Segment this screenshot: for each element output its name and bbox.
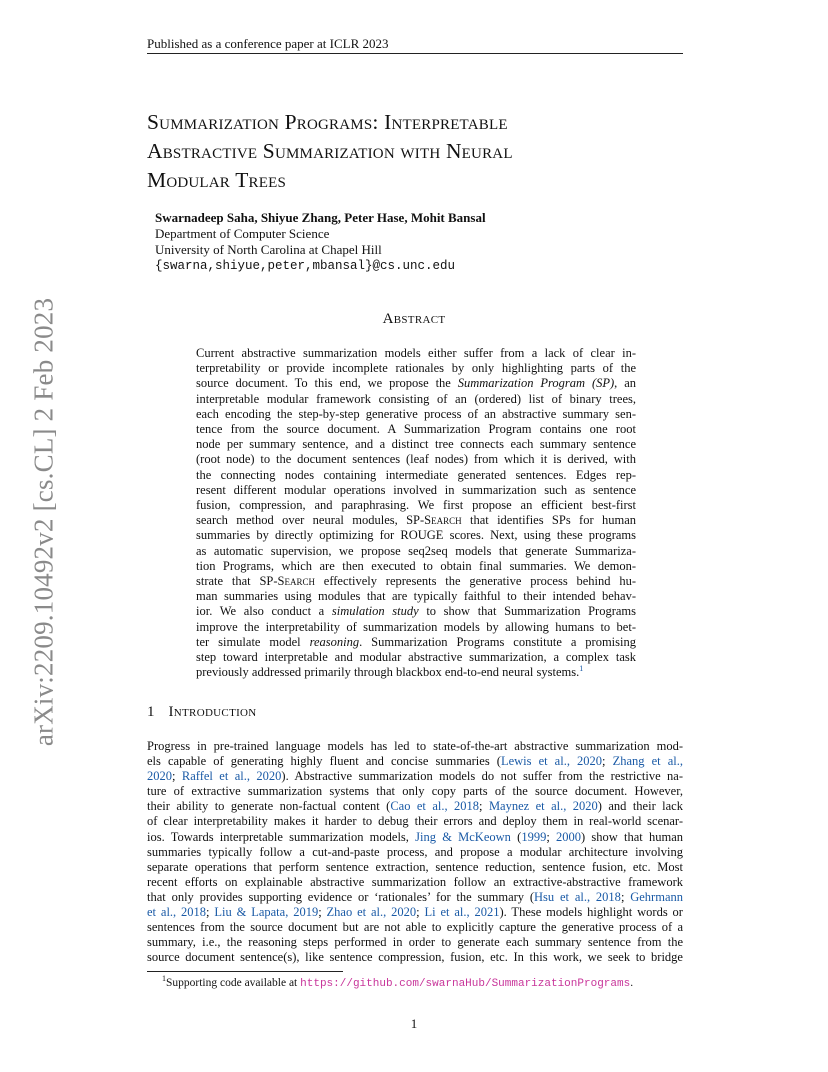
abstract-line: ior. We also conduct a simulation study to show that Summarization Programs (196, 604, 636, 619)
abstract-line: man summaries using modules that are typically faithful to their intended behav- (196, 589, 636, 604)
abstract-line: each encoding the step-by-step generative process of an abstractive summary sen- (196, 406, 636, 421)
introduction-body (147, 739, 683, 965)
abstract-heading: Abstract (382, 311, 446, 327)
author-emails: {swarna,shiyue,peter,mbansal}@cs.unc.edu (155, 259, 456, 273)
abstract-line: step toward interpretable and modular abstractive summarization, a complex task (196, 650, 636, 665)
method-name: SP-Search (406, 513, 462, 528)
author-names: Swarnadeep Saha, Shiyue Zhang, Peter Hase, Mohit Bansal (155, 210, 486, 225)
abstract-line: Current abstractive summarization models either suffer from a lack of clear in- (196, 346, 636, 360)
abstract-line: node per summary sentence, and a distinct tree connects each summary sentence (196, 437, 636, 452)
intro-line: source document sentence(s), like sentence compression, fusion, etc. In this work, we seek to bridge (147, 950, 683, 965)
emphasis-text: Summarization Program (SP) (457, 376, 615, 391)
author-block (155, 210, 486, 274)
conference-header: Published as a conference paper at ICLR 2023 (147, 36, 389, 51)
citation-link[interactable]: Raffel et al., 2020 (181, 769, 282, 784)
title-line: Abstractive Summarization with Neural (147, 139, 513, 163)
abstract-line: the connecting nodes containing intermediate generated sentences. Edges rep- (196, 467, 636, 482)
intro-line: els capable of generating highly fluent and concise summaries (Lewis et al., 2020; Zhang et al., (147, 754, 683, 769)
footnote-rule (147, 971, 343, 972)
citation-link[interactable]: 1999 (521, 829, 547, 844)
abstract-line: improve the interpretability of summarization models by allowing humans to bet- (196, 619, 636, 634)
abstract-line: summaries by directly optimizing for ROUGE scores. Next, using these programs (196, 528, 636, 543)
intro-line: their ability to generate non-factual content (Cao et al., 2018; Maynez et al., 2020) and their lack (147, 799, 683, 814)
citation-link[interactable]: et al., 2018 (147, 905, 207, 920)
citation-link[interactable]: Maynez et al., 2020 (488, 799, 598, 814)
citation-link[interactable]: Jing & McKeown (415, 829, 511, 844)
footnote-link[interactable]: 1 (579, 664, 584, 674)
section-heading (147, 704, 257, 721)
intro-line: separate operations that perform sentence extraction, sentence reduction, sentence fusion, etc. Most (147, 859, 683, 874)
footnote-text: Supporting code available at (166, 977, 301, 989)
abstract-line: source document. To this end, we propose the Summarization Program (SP), an (196, 376, 636, 391)
intro-line: et al., 2018; Liu & Lapata, 2019; Zhao et al., 2020; Li et al., 2021). These models highlight words or (147, 905, 683, 920)
intro-line: ture of extractive summarization systems that only copy parts of the source document. However, (147, 784, 683, 799)
citation-link[interactable]: Hsu et al., 2018 (534, 889, 621, 904)
abstract-line: (root node) to the document sentences (leaf nodes) from which it is derived, with (196, 452, 636, 467)
title-line: Summarization Programs: Interpretable (147, 110, 508, 134)
paper-title (147, 108, 687, 195)
abstract-line: tion Programs, which are then executed to obtain final summaries. We demon- (196, 558, 636, 573)
section-title: Introduction (168, 704, 257, 720)
emphasis-text: simulation study (331, 604, 419, 619)
intro-line: recent efforts on explainable abstractive summarization follow an extractive-abstractive framework (147, 874, 683, 889)
abstract-body (196, 346, 636, 680)
intro-line: sentences from the source document but are not able to explicitly capture the generative process of a (147, 920, 683, 935)
abstract-line: resent different modular operations involved in summarization such as sentence (196, 482, 636, 497)
citation-link[interactable]: Li et al., 2021 (424, 905, 500, 920)
intro-line: 2020; Raffel et al., 2020). Abstractive summarization models do not suffer from the restrictive na- (147, 769, 683, 784)
intro-line: summary, i.e., the reasoning steps performed in order to generate each summary sentence from the (147, 935, 683, 950)
author-university: University of North Carolina at Chapel Hill (155, 242, 382, 257)
author-department: Department of Computer Science (155, 226, 330, 241)
intro-line: of clear interpretability makes it harder to debug their errors and deploy them in real-world scenar- (147, 814, 683, 829)
abstract-line: ter simulate model reasoning. Summarization Programs constitute a promising (196, 634, 636, 649)
citation-link[interactable]: 2000 (556, 829, 582, 844)
intro-line: that only provides supporting evidence or ‘rationales’ for the summary (Hsu et al., 2018; Gehrmann (147, 889, 683, 904)
section-number: 1 (147, 704, 155, 720)
emphasis-text: reasoning (309, 634, 360, 649)
citation-link[interactable]: Zhao et al., 2020 (326, 905, 417, 920)
abstract-line: interpretable modular framework consisting of an (ordered) list of binary trees, (196, 391, 636, 406)
footnote-mark: 1 (162, 974, 166, 983)
abstract-line: tence from the source document. A Summarization Program contains one root (196, 422, 636, 437)
method-name: SP-Search (259, 574, 315, 589)
citation-link[interactable]: Liu & Lapata, 2019 (214, 905, 319, 920)
abstract-line: strate that SP-Search effectively represents the generative process behind hu- (196, 574, 636, 589)
arxiv-identifier-stamp: arXiv:2209.10492v2 [cs.CL] 2 Feb 2023 (28, 297, 59, 747)
title-line: Modular Trees (147, 168, 287, 192)
intro-line: ios. Towards interpretable summarization models, Jing & McKeown (1999; 2000) show that human (147, 829, 683, 844)
intro-line: summaries typically follow a cut-and-paste process, and propose a modular architecture involving (147, 844, 683, 859)
abstract-line: terpretability or provide incomplete rationales by only highlighting parts of the (196, 361, 636, 376)
abstract-line: search method over neural modules, SP-Search that identifies SPs for human (196, 513, 636, 528)
abstract-line: as automatic supervision, we propose seq2seq models that generate Summariza- (196, 543, 636, 558)
header-rule (147, 53, 683, 54)
abstract-line: previously addressed primarily through blackbox end-to-end neural systems.$^1$ (196, 664, 584, 680)
page-number: 1 (410, 1016, 418, 1031)
citation-link[interactable]: Cao et al., 2018 (390, 799, 480, 814)
citation-link[interactable]: Gehrmann (630, 889, 683, 904)
code-url-link[interactable]: https://github.com/swarnaHub/SummarizationPrograms (300, 978, 631, 990)
citation-link[interactable]: 2020 (147, 769, 172, 784)
abstract-line: fusion, compression, and paraphrasing. We first propose an efficient best-first (196, 498, 636, 513)
intro-line: Progress in pre-trained language models has led to state-of-the-art abstractive summarization mod- (147, 739, 683, 753)
citation-link[interactable]: Zhang et al., (612, 754, 683, 769)
citation-link[interactable]: Lewis et al., 2020 (500, 754, 603, 769)
footnote: $^1$Supporting code available at https://github.com/swarnaHub/SummarizationPrograms. (162, 974, 634, 990)
